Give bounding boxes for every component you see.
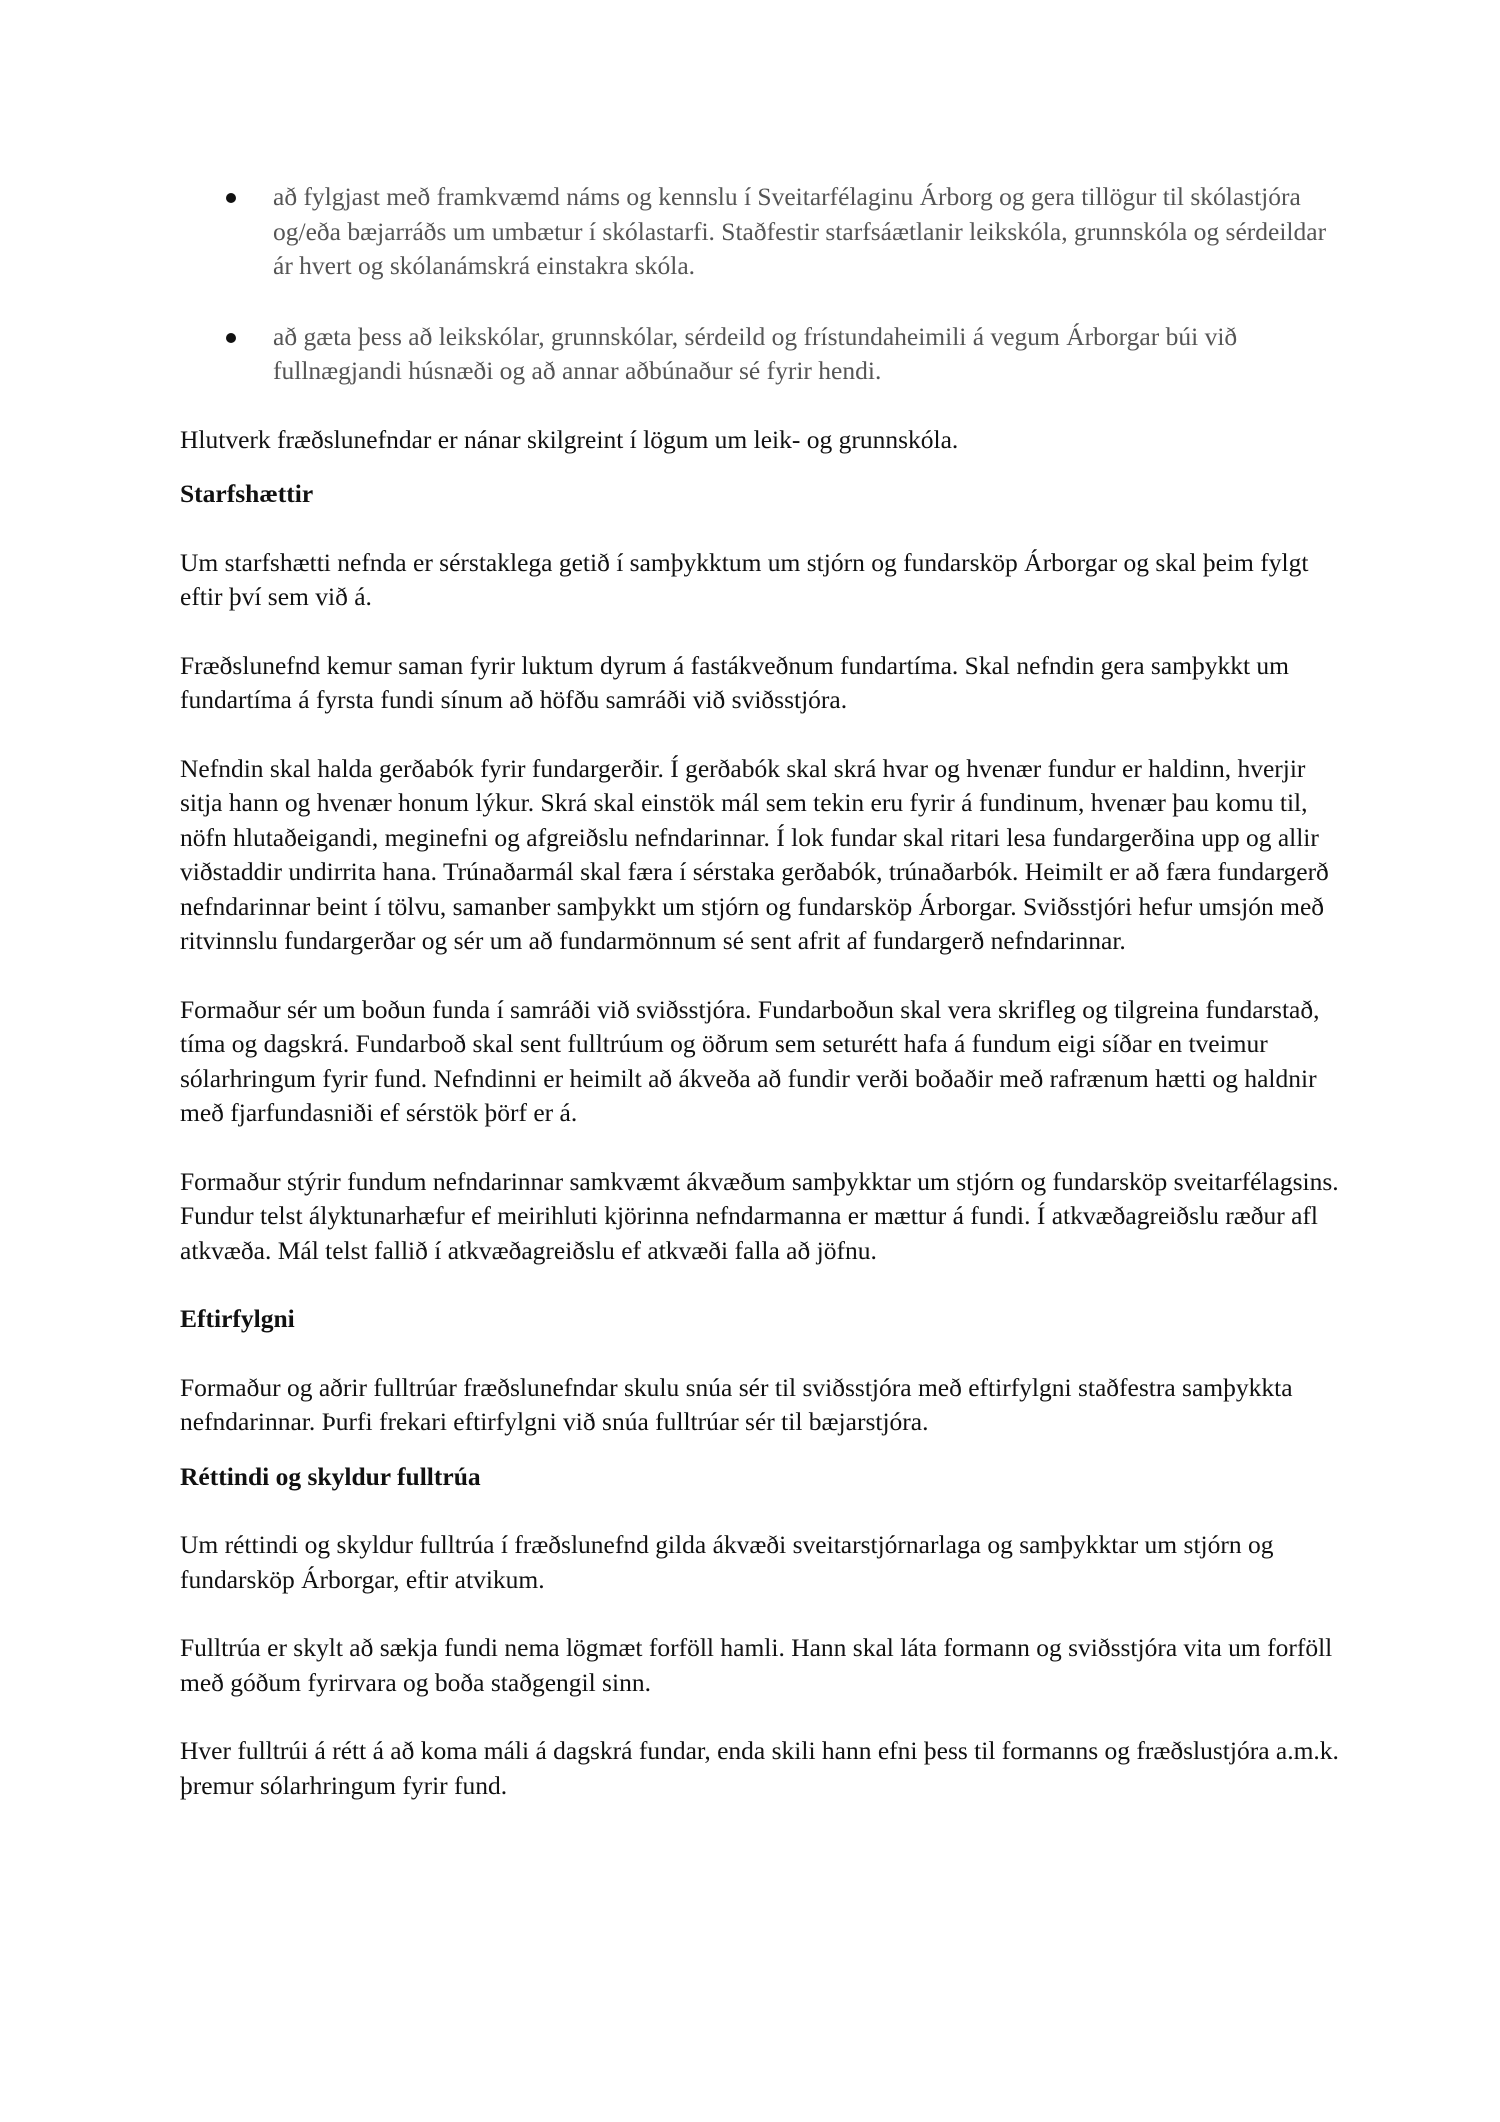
intro-paragraph: Hlutverk fræðslunefndar er nánar skilgreint í lögum um leik- og grunnskóla.: [180, 424, 959, 454]
paragraph: Nefndin skal halda gerðabók fyrir fundargerðir. Í gerðabók skal skrá hvar og hvenær fundur er haldinn, hverjir sitja hann og hvenær honum lýkur. Skrá skal einstök mál sem tekin eru fyrir á fundinum, hvenær þau komu til, nöfn hlutaðeigandi, meginefni og afgreiðslu nefndarinnar. Í lok fundar skal ritari lesa fundargerðina upp og allir viðstaddir undirrita hana. Trúnaðarmál skal færa í sérstaka gerðabók, trúnaðarbók. Heimilt er að færa fundargerð nefndarinnar beint í tölvu, samanber samþykkt um stjórn og fundarsköp Árborgar. Sviðsstjóri hefur umsjón með ritvinnslu fundargerðar og sér um að fundarmönnum sé sent afrit af fundargerð nefndarinnar.: [180, 753, 1329, 955]
section-heading-rettindi: Réttindi og skyldur fulltrúa: [180, 1461, 481, 1491]
paragraph: Formaður sér um boðun funda í samráði við sviðsstjóra. Fundarboðun skal vera skrifleg og tilgreina fundarstað, tíma og dagskrá. Fundarboð skal sent fulltrúum og öðrum sem seturétt hafa á fundum eigi síðar en tveimur sólarhringum fyrir fund. Nefndinni er heimilt að ákveða að fundir verði boðaðir með rafrænum hætti og haldnir með fjarfundasniði ef sérstök þörf er á.: [180, 994, 1320, 1127]
paragraph: Fræðslunefnd kemur saman fyrir luktum dyrum á fastákveðnum fundartíma. Skal nefndin gera samþykkt um fundartíma á fyrsta fundi sínum að höfðu samráði við sviðsstjóra.: [180, 650, 1290, 714]
paragraph: Um réttindi og skyldur fulltrúa í fræðslunefnd gilda ákvæði sveitarstjórnarlaga og samþykktar um stjórn og fundarsköp Árborgar, eftir atvikum.: [180, 1530, 1274, 1594]
bullet-dot-icon: [226, 333, 236, 343]
document-body: [180, 180, 1340, 1803]
paragraph: Hver fulltrúi á rétt á að koma máli á dagskrá fundar, enda skili hann efni þess til formanns og fræðslustjóra a.m.k. þremur sólarhringum fyrir fund.: [180, 1736, 1339, 1800]
paragraph: Formaður stýrir fundum nefndarinnar samkvæmt ákvæðum samþykktar um stjórn og fundarsköp sveitarfélagsins. Fundur telst ályktunarhæfur ef meirihluti kjörinna nefndarmanna er mættur á fundi. Í atkvæðagreiðslu ræður afl atkvæða. Mál telst fallið í atkvæðagreiðslu ef atkvæði falla að jöfnu.: [180, 1166, 1339, 1265]
paragraph: Um starfshætti nefnda er sérstaklega getið í samþykktum um stjórn og fundarsköp Árborgar og skal þeim fylgt eftir því sem við á.: [180, 547, 1309, 611]
section-heading-eftirfylgni: Eftirfylgni: [180, 1304, 295, 1333]
paragraph: Formaður og aðrir fulltrúar fræðslunefndar skulu snúa sér til sviðsstjóra með eftirfylgni staðfestra samþykkta nefndarinnar. Þurfi frekari eftirfylgni við snúa fulltrúar sér til bæjarstjóra.: [180, 1372, 1293, 1436]
bullet-text: að gæta þess að leikskólar, grunnskólar, sérdeild og frístundaheimili á vegum Árborgar búi við fullnægjandi húsnæði og að annar aðbúnaður sé fyrir hendi.: [273, 321, 1238, 385]
section-heading-starfshaettir: Starfshættir: [180, 479, 314, 508]
bullet-item: [180, 180, 1340, 284]
bullet-text: að fylgjast með framkvæmd náms og kennslu í Sveitarfélaginu Árborg og gera tillögur til skólastjóra og/eða bæjarráðs um umbætur í skólastarfi. Staðfestir starfsáætlanir leikskóla, grunnskóla og sérdeildar ár hvert og skólanámskrá einstakra skóla.: [273, 182, 1327, 280]
bullet-item: [180, 320, 1340, 389]
bullet-dot-icon: [226, 193, 236, 203]
bullet-list: [180, 180, 1340, 389]
paragraph: Fulltrúa er skylt að sækja fundi nema lögmæt forföll hamli. Hann skal láta formann og sviðsstjóra vita um forföll með góðum fyrirvara og boða staðgengil sinn.: [180, 1633, 1333, 1697]
